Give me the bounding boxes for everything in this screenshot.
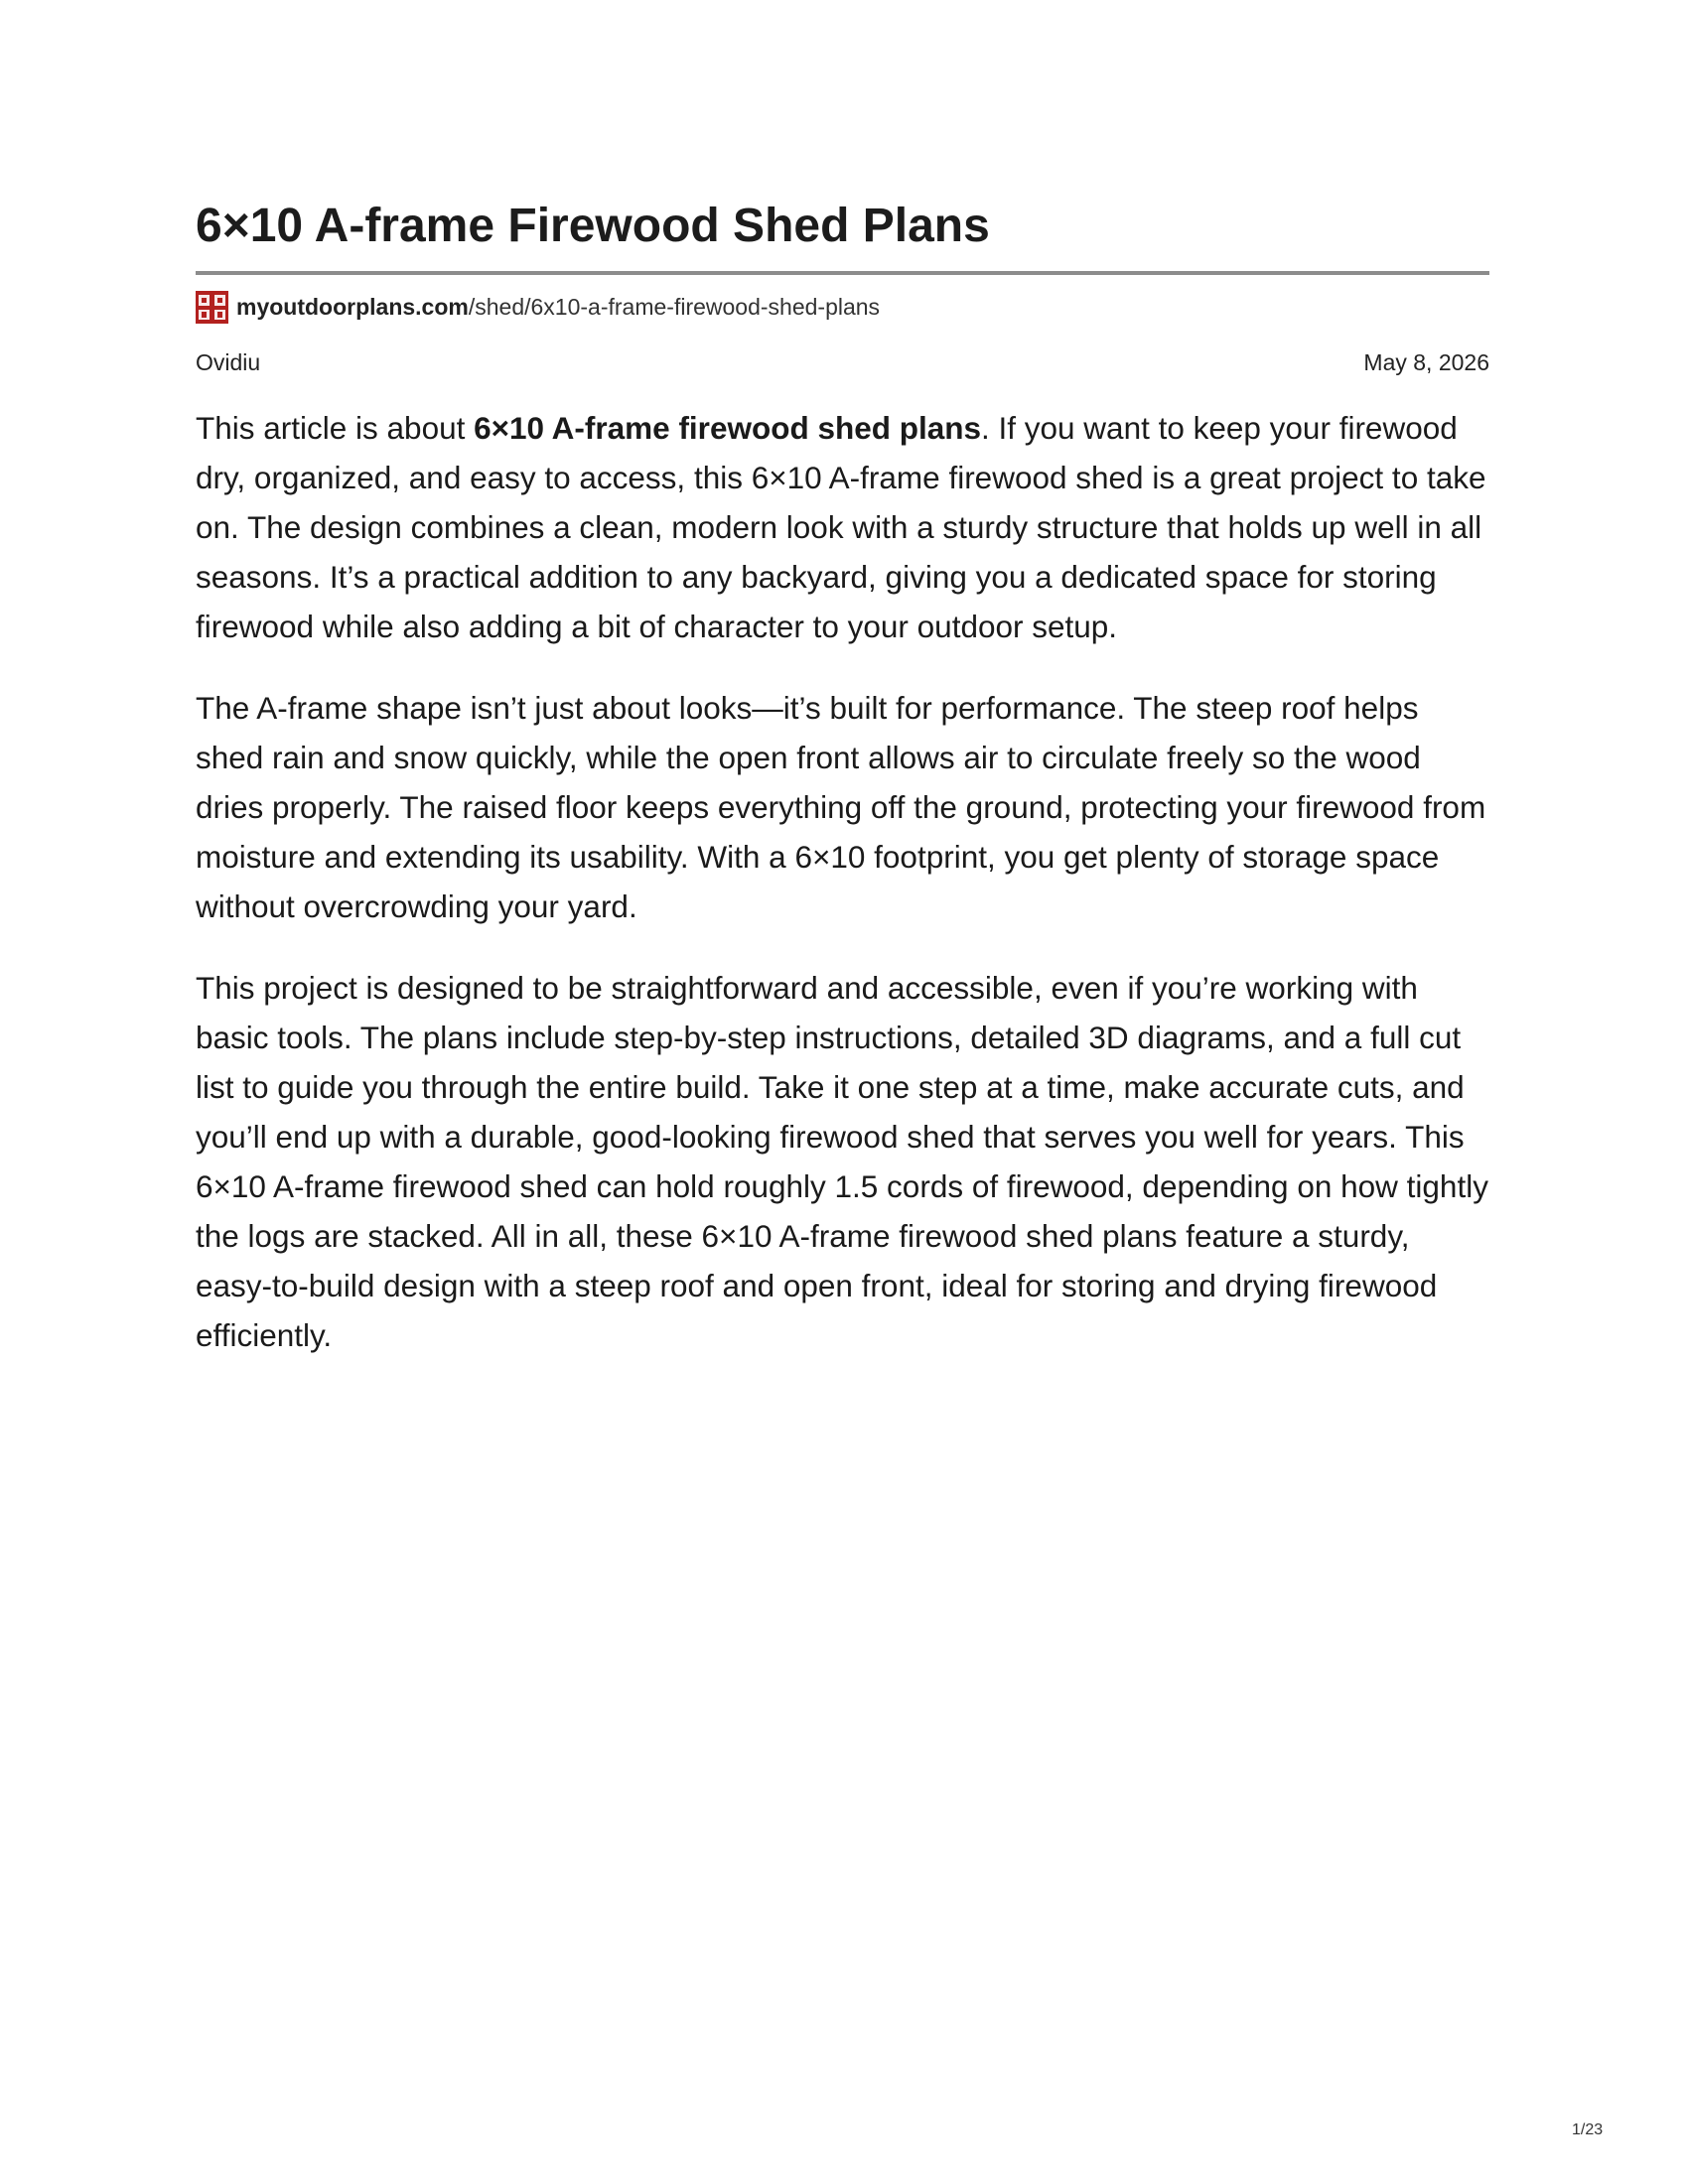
byline [196, 345, 1489, 379]
paragraph-intro [196, 403, 1489, 651]
source-link[interactable] [196, 290, 880, 324]
author-name: Ovidiu [196, 348, 261, 375]
source-path[interactable]: /shed/6x10-a-frame-firewood-shed-plans [468, 293, 881, 320]
site-logo-icon [196, 291, 228, 324]
paragraph-intro-keyword: 6×10 A-frame firewood shed plans [474, 410, 981, 446]
title-divider [196, 271, 1489, 275]
publish-date: May 8, 2026 [1363, 348, 1489, 375]
article-body [196, 403, 1489, 1392]
paragraph-design: The A-frame shape isn’t just about looks—it’s built for performance. The steep roof helps shed rain and snow quickly, while the open front allows air to circulate freely so the wood dries properly. The raised floor keeps everything off the ground, protecting your firewood from moisture and extending its usability. With a 6×10 footprint, you get plenty of storage space without overcrowding your yard. [196, 690, 1486, 924]
paragraph-intro-start: This article is about [196, 410, 475, 446]
source-domain[interactable]: myoutdoorplans.com [236, 293, 469, 320]
page-title: 6×10 A-frame Firewood Shed Plans [196, 200, 990, 252]
paragraph-intro-rest: . If you want to keep your firewood dry, organized, and easy to access, this 6×10 A-frame firewood shed is a great project to take on. The design combines a clean, modern look with a sturdy structure that holds up well in all seasons. It’s a practical addition to any backyard, giving you a dedicated space for storing firewood while also adding a bit of character to your outdoor setup. [196, 410, 1486, 644]
page-number: 1/23 [1572, 2121, 1604, 2138]
paragraph-project: This project is designed to be straightforward and accessible, even if you’re working with basic tools. The plans include step-by-step instructions, detailed 3D diagrams, and a full cut list to guide you through the entire build. Take it one step at a time, make accurate cuts, and you’ll end up with a durable, good-looking firewood shed that serves you well for years. This 6×10 A-frame firewood shed can hold roughly 1.5 cords of firewood, depending on how tightly the logs are stacked. All in all, these 6×10 A-frame firewood shed plans feature a sturdy, easy-to-build design with a steep roof and open front, ideal for storing and drying firewood efficiently. [196, 970, 1488, 1353]
